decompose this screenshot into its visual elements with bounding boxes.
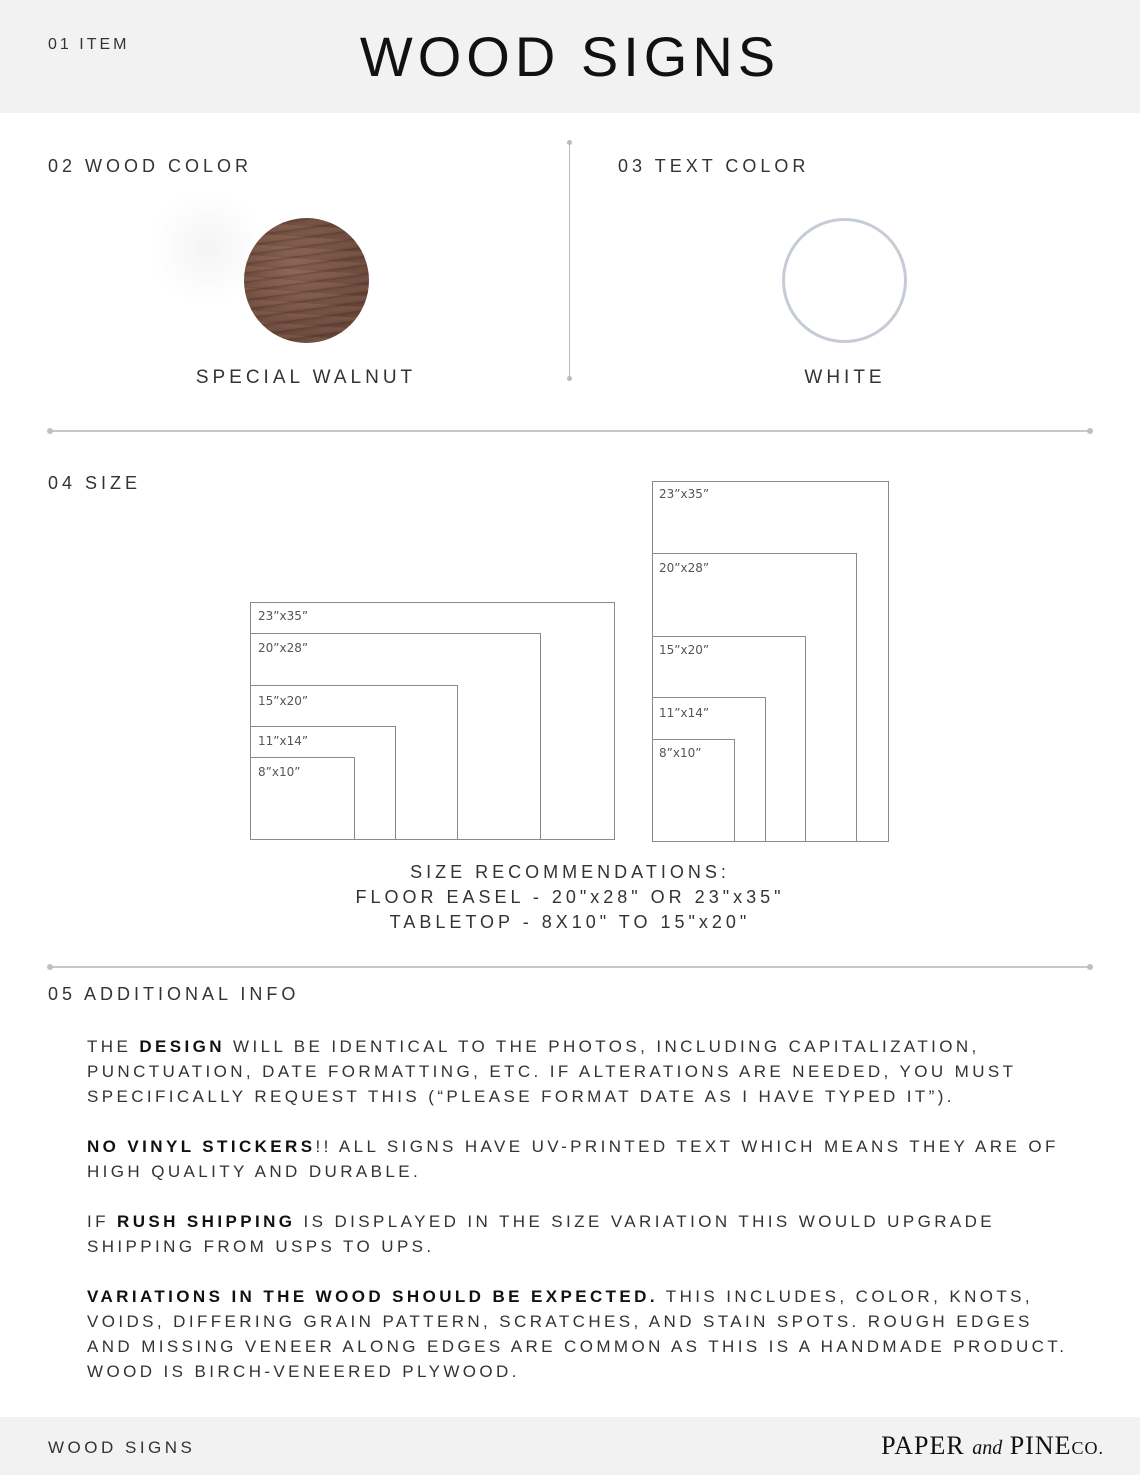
portrait-size-outline-11x14 [652,697,766,842]
info-text: THIS INCLUDES, COLOR, KNOTS, VOIDS, DIFFERING GRAIN PATTERN, SCRATCHES, AND STAIN SPOTS. ROUGH EDGES AND MISSING VENEER ALONG EDGES ARE COMMON AS THIS IS A HANDMADE PRODUCT. WOOD IS BIRCH-VENEERED PLYWOOD. [87,1287,1068,1381]
info-text: IF [87,1212,118,1231]
landscape-size-label: 15”x20” [258,694,309,708]
portrait-size-outline-15x20 [652,636,806,842]
info-paragraph-variations [87,1284,1077,1384]
portrait-size-outline-20x28 [652,553,857,842]
brand-logo [881,1431,1104,1461]
info-text: WILL BE IDENTICAL TO THE PHOTOS, INCLUDING CAPITALIZATION, PUNCTUATION, DATE FORMATTING, ETC. IF ALTERATIONS ARE NEEDED, YOU MUST SPECIFICALLY REQUEST THIS (“PLEASE FORMAT DATE AS I HAVE TYPED IT”). [87,1037,1017,1106]
landscape-size-label: 23”x35” [258,609,309,623]
landscape-size-label: 20”x28” [258,641,309,655]
landscape-size-outline-15x20 [250,685,458,840]
recommendation-tabletop: TABLETOP - 8X10" TO 15"x20" [389,912,751,932]
portrait-size-label: 11”x14” [659,706,710,720]
logo-word: PINE [1009,1431,1072,1460]
item-label: 01 ITEM [48,36,130,53]
wood-color-swatch [244,218,369,343]
info-emphasis: NO VINYL STICKERS [87,1137,316,1156]
portrait-size-label: 8”x10” [659,746,702,760]
text-color-label: 03 TEXT COLOR [618,156,810,176]
size-label: 04 SIZE [48,473,142,493]
recommendations-heading: SIZE RECOMMENDATIONS: [410,862,730,882]
wood-color-name: SPECIAL WALNUT [195,367,417,388]
divider-dot [47,428,53,434]
additional-info-body [87,1034,1077,1409]
info-paragraph-shipping [87,1209,1077,1259]
header-bar [0,0,1140,113]
landscape-size-outline-23x35 [250,602,615,840]
landscape-size-label: 11”x14” [258,734,309,748]
portrait-size-label: 20”x28” [659,561,710,575]
portrait-size-label: 15”x20” [659,643,710,657]
portrait-size-outline-23x35 [652,481,889,842]
text-color-swatch [782,218,907,343]
divider-dot [1087,964,1093,970]
recommendation-floor-easel: FLOOR EASEL - 20"x28" OR 23"x35" [355,887,785,907]
vertical-divider [569,142,570,380]
info-text: IS DISPLAYED IN THE SIZE VARIATION THIS WOULD UPGRADE SHIPPING FROM USPS TO UPS. [87,1212,996,1256]
footer-title: WOOD SIGNS [48,1438,196,1457]
info-text: !! ALL SIGNS HAVE UV-PRINTED TEXT WHICH MEANS THEY ARE OF HIGH QUALITY AND DURABLE. [87,1137,1059,1181]
horizontal-divider [50,430,1090,432]
landscape-size-outline-11x14 [250,726,396,840]
logo-word: and [972,1437,1003,1459]
text-color-name: WHITE [804,367,886,388]
info-emphasis: RUSH SHIPPING [117,1212,296,1231]
landscape-size-label: 8”x10” [258,765,301,779]
size-recommendations [0,860,1140,935]
info-emphasis: VARIATIONS IN THE WOOD SHOULD BE EXPECTED. [87,1287,658,1306]
horizontal-divider [50,966,1090,968]
footer-bar [0,1417,1140,1475]
logo-word: PAPER [881,1431,965,1460]
info-paragraph-vinyl [87,1134,1077,1184]
info-text: THE [87,1037,140,1056]
page-title: WOOD SIGNS [359,25,781,88]
portrait-size-label: 23”x35” [659,487,710,501]
info-emphasis: DESIGN [139,1037,225,1056]
info-paragraph-design [87,1034,1077,1109]
divider-dot [567,140,572,145]
logo-word: CO. [1071,1438,1104,1458]
portrait-size-outline-8x10 [652,739,735,842]
landscape-size-outline-20x28 [250,633,541,840]
divider-dot [1087,428,1093,434]
divider-dot [567,376,572,381]
divider-dot [47,964,53,970]
additional-info-label: 05 ADDITIONAL INFO [48,984,300,1004]
landscape-size-outline-8x10 [250,757,355,840]
wood-color-label: 02 WOOD COLOR [48,156,253,176]
